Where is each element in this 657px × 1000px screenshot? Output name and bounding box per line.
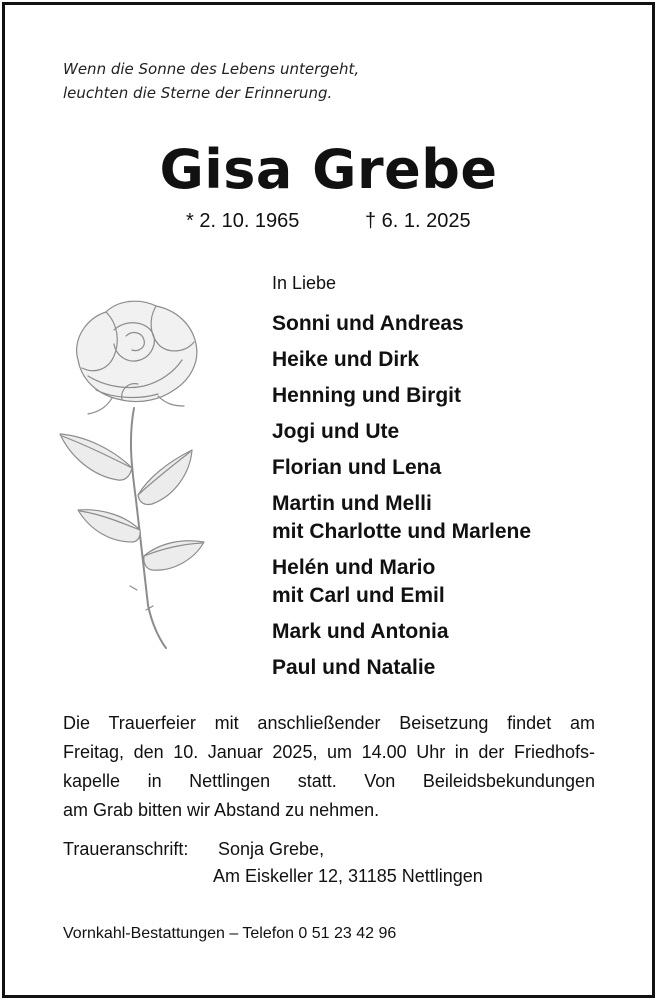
service-line: Die Trauerfeier mit anschließender Beisetzung findet am xyxy=(63,713,595,733)
mourner-entry xyxy=(272,418,531,446)
motto-line-2: leuchten die Sterne der Erinnerung. xyxy=(63,84,333,102)
motto xyxy=(63,57,359,105)
service-line: Freitag, den 10. Januar 2025, um 14.00 Uhr in der Friedhofs- xyxy=(63,742,595,762)
mourner-line: Martin und Melli xyxy=(272,492,432,515)
deceased-name: Gisa Grebe xyxy=(159,138,498,201)
service-line: kapelle in Nettlingen statt. Von Beileidsbekundungen xyxy=(63,771,595,791)
motto-line-1: Wenn die Sonne des Lebens untergeht, xyxy=(63,60,360,78)
mourner-line: Helén und Mario xyxy=(272,556,436,579)
service-line: am Grab bitten wir Abstand zu nehmen. xyxy=(63,800,380,820)
mourner-entry xyxy=(272,310,531,338)
mourner-entry xyxy=(272,490,531,546)
mourner-entry xyxy=(272,454,531,482)
mourner-entry xyxy=(272,554,531,610)
mourner-entry xyxy=(272,382,531,410)
address-label: Traueranschrift: xyxy=(63,839,189,859)
mourners-list xyxy=(272,310,531,690)
address-street: Am Eiskeller 12, 31185 Nettlingen xyxy=(213,866,483,886)
mourner-line: mit Carl und Emil xyxy=(272,584,445,607)
death-date: † 6. 1. 2025 xyxy=(365,210,471,232)
mourner-line: Mark und Antonia xyxy=(272,620,449,643)
mourner-line: mit Charlotte und Marlene xyxy=(272,520,532,543)
funeral-home-footer: Vornkahl-Bestattungen – Telefon 0 51 23 42 96 xyxy=(63,925,397,942)
mourner-entry xyxy=(272,346,531,374)
mourner-line: Paul und Natalie xyxy=(272,656,436,679)
mourner-line: Heike und Dirk xyxy=(272,348,420,371)
service-notice xyxy=(63,709,595,825)
rose-icon xyxy=(48,290,218,650)
mourners-intro: In Liebe xyxy=(272,273,337,293)
address-name: Sonja Grebe, xyxy=(218,839,325,859)
birth-date: * 2. 10. 1965 xyxy=(186,210,300,232)
mourner-line: Jogi und Ute xyxy=(272,420,400,443)
mourner-line: Sonni und Andreas xyxy=(272,312,464,335)
mourner-line: Henning und Birgit xyxy=(272,384,461,407)
mourner-entry xyxy=(272,618,531,646)
mourner-line: Florian und Lena xyxy=(272,456,442,479)
mourner-entry xyxy=(272,654,531,682)
